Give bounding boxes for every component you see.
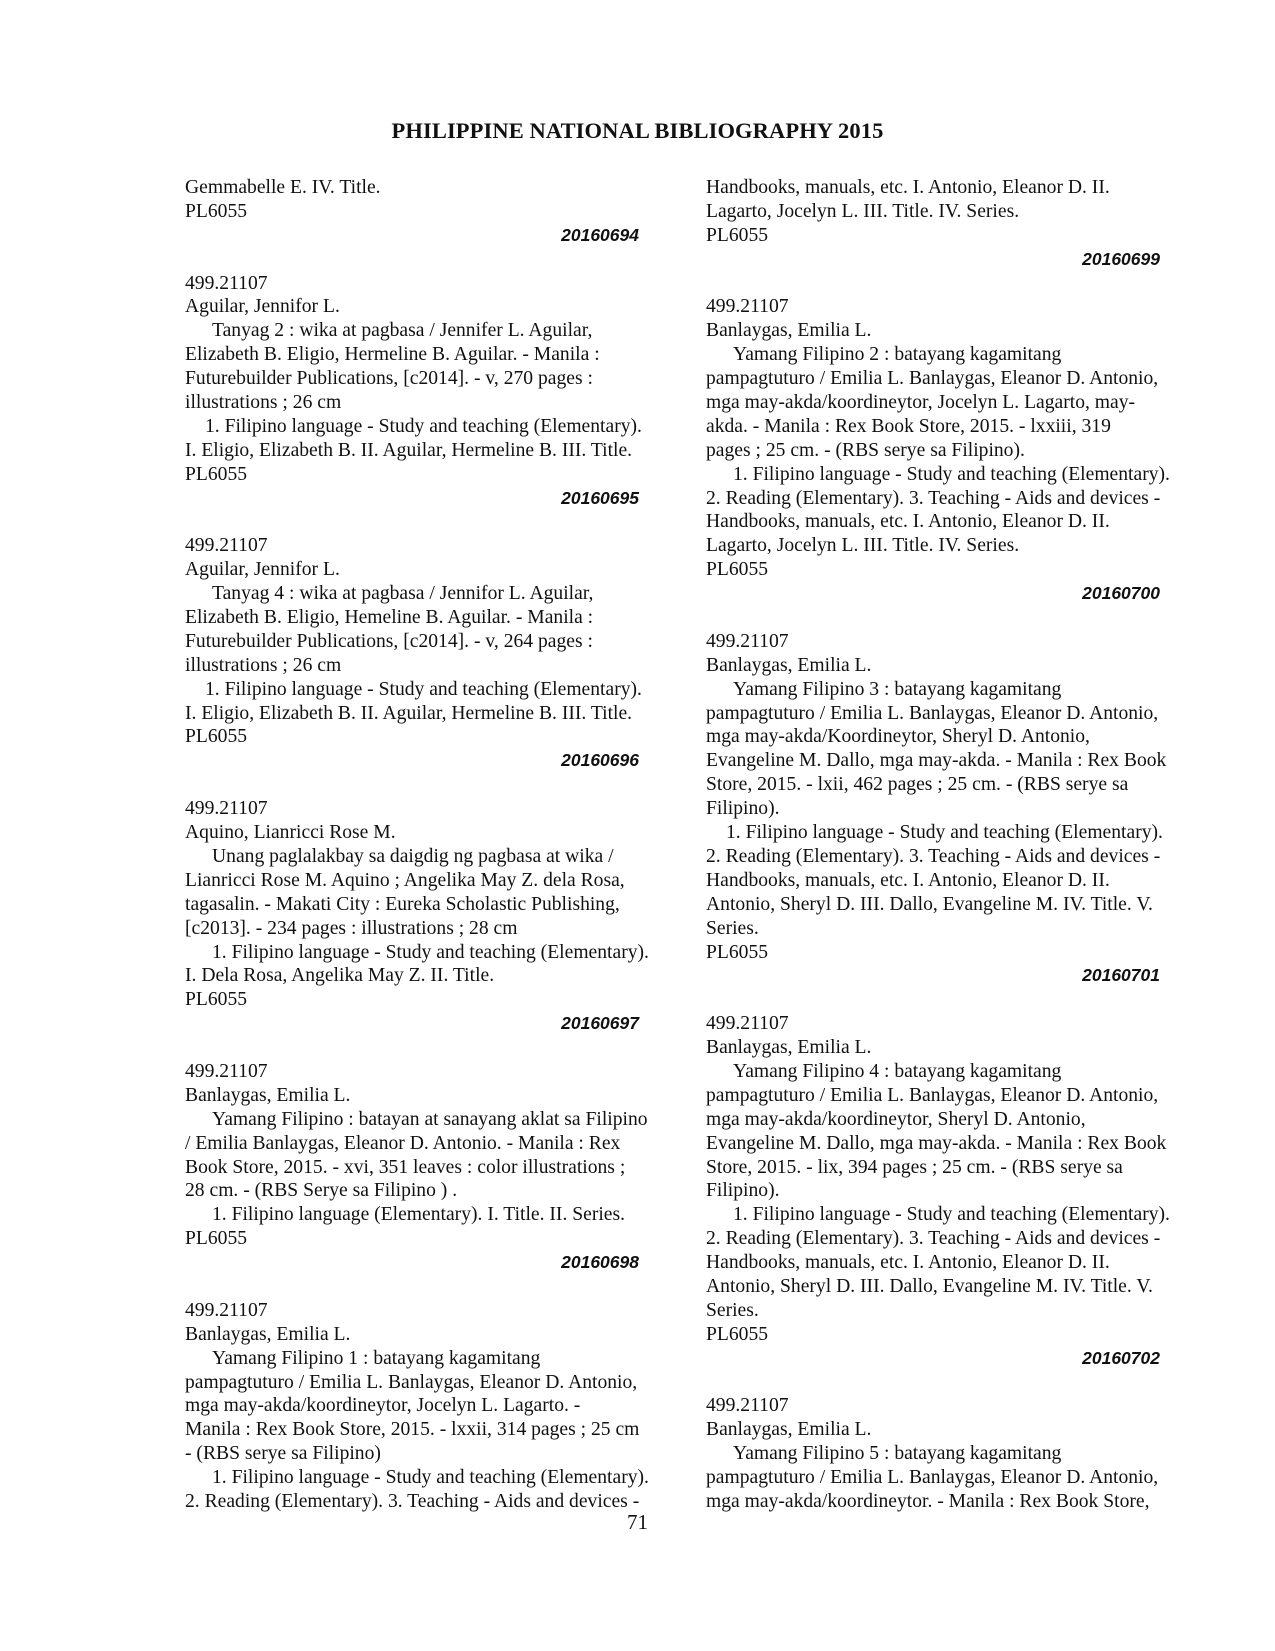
entry-separator: [706, 1371, 1202, 1395]
entry-line: 499.21107: [185, 1299, 268, 1321]
entry-line: 1. Filipino language - Study and teaching (Elementary).: [205, 678, 642, 700]
entry-line: Banlaygas, Emilia L.: [706, 320, 872, 342]
entry-line: Lianricci Rose M. Aquino ; Angelika May Z. dela Rosa,: [185, 869, 625, 891]
entry-line: Lagarto, Jocelyn L. III. Title. IV. Series.: [706, 535, 1020, 557]
entry-line: Antonio, Sheryl D. III. Dallo, Evangeline M. IV. Title. V.: [706, 1275, 1153, 1297]
entry-line: mga may-akda/koordineytor, Jocelyn L. Lagarto, may-: [706, 392, 1136, 414]
entry-line: I. Dela Rosa, Angelika May Z. II. Title.: [185, 965, 495, 987]
entry-line: Futurebuilder Publications, [c2014]. - v, 264 pages :: [185, 630, 593, 652]
entry-line: pages ; 25 cm. - (RBS serye sa Filipino).: [706, 439, 1025, 461]
entry-line: 1. Filipino language (Elementary). I. Title. II. Series.: [212, 1204, 626, 1226]
entry-line: illustrations ; 26 cm: [185, 392, 342, 414]
record-number: 20160699: [1082, 248, 1160, 269]
entry-separator: [185, 510, 681, 534]
entry-line: Evangeline M. Dallo, mga may-akda. - Manila : Rex Book: [706, 750, 1167, 772]
entry-line: 1. Filipino language - Study and teaching (Elementary).: [733, 1204, 1170, 1226]
entry-line: 499.21107: [706, 630, 789, 652]
entry-separator: [185, 773, 681, 797]
entry-line: Banlaygas, Emilia L.: [185, 1084, 351, 1106]
entry-line: tagasalin. - Makati City : Eureka Scholastic Publishing,: [185, 893, 620, 915]
entry-line: PL6055: [706, 1323, 769, 1345]
entry-line: Filipino).: [706, 798, 780, 820]
entry-line: Unang paglalakbay sa daigdig ng pagbasa at wika /: [212, 845, 614, 867]
entry-line: 1. Filipino language - Study and teaching (Elementary).: [212, 1467, 649, 1489]
entry-line: pampagtuturo / Emilia L. Banlaygas, Eleanor D. Antonio,: [706, 702, 1159, 724]
entry-line: Yamang Filipino 2 : batayang kagamitang: [733, 344, 1062, 366]
entry-line: 499.21107: [706, 1395, 789, 1417]
right-column: [706, 176, 1202, 1514]
entry-line: Elizabeth B. Eligio, Hemeline B. Aguilar. - Manila :: [185, 607, 594, 629]
entry-line: mga may-akda/koordineytor, Sheryl D. Antonio,: [706, 1108, 1086, 1130]
entry-line: Yamang Filipino 4 : batayang kagamitang: [733, 1060, 1062, 1082]
entry-line: Aquino, Lianricci Rose M.: [185, 822, 396, 844]
entry-line: pampagtuturo / Emilia L. Banlaygas, Eleanor D. Antonio,: [706, 1084, 1159, 1106]
entry-line: 2. Reading (Elementary). 3. Teaching - Aids and devices -: [706, 845, 1161, 867]
entry-line: Banlaygas, Emilia L.: [706, 1037, 872, 1059]
record-number: 20160701: [1082, 965, 1160, 986]
left-column: [185, 176, 681, 1514]
entry-line: illustrations ; 26 cm: [185, 654, 342, 676]
entry-line: PL6055: [706, 941, 769, 963]
entry-line: 499.21107: [185, 798, 268, 820]
entry-line: PL6055: [185, 463, 248, 485]
entry-line: Series.: [706, 1299, 759, 1321]
entry-line: mga may-akda/koordineytor. - Manila : Rex Book Store,: [706, 1490, 1150, 1512]
entry-line: Tanyag 4 : wika at pagbasa / Jennifor L. Aguilar,: [212, 583, 594, 605]
record-number: 20160702: [1082, 1347, 1160, 1368]
entry-line: PL6055: [185, 989, 248, 1011]
entry-line: 1. Filipino language - Study and teaching (Elementary).: [726, 822, 1163, 844]
record-number: 20160695: [561, 487, 639, 508]
entry-separator: [706, 272, 1202, 296]
entry-line: - (RBS serye sa Filipino): [185, 1443, 381, 1465]
entry-line: Futurebuilder Publications, [c2014]. - v, 270 pages :: [185, 368, 593, 390]
entry-line: Aguilar, Jennifor L.: [185, 559, 340, 581]
entry-line: mga may-akda/Koordineytor, Sheryl D. Antonio,: [706, 726, 1090, 748]
entry-line: PL6055: [706, 224, 769, 246]
entry-line: / Emilia Banlaygas, Eleanor D. Antonio. - Manila : Rex: [185, 1132, 621, 1154]
record-number: 20160700: [1082, 583, 1160, 604]
entry-separator: [706, 606, 1202, 630]
entry-line: Gemmabelle E. IV. Title.: [185, 177, 381, 198]
entry-separator: [706, 988, 1202, 1012]
record-number: 20160696: [561, 750, 639, 771]
entry-line: Yamang Filipino 3 : batayang kagamitang: [733, 678, 1062, 700]
entry-line: Handbooks, manuals, etc. I. Antonio, Eleanor D. II.: [706, 177, 1110, 198]
entry-separator: [185, 1036, 681, 1060]
entry-line: Tanyag 2 : wika at pagbasa / Jennifer L. Aguilar,: [212, 320, 593, 342]
entry-line: 499.21107: [185, 1060, 268, 1082]
entry-line: pampagtuturo / Emilia L. Banlaygas, Eleanor D. Antonio,: [706, 1467, 1159, 1489]
record-number: 20160694: [561, 224, 639, 245]
entry-line: 2. Reading (Elementary). 3. Teaching - Aids and devices -: [706, 487, 1161, 509]
entry-line: 1. Filipino language - Study and teaching (Elementary).: [733, 463, 1170, 485]
entry-line: Store, 2015. - lxii, 462 pages ; 25 cm. - (RBS serye sa: [706, 774, 1129, 796]
entry-line: mga may-akda/koordineytor, Jocelyn L. Lagarto. -: [185, 1395, 581, 1417]
record-number: 20160697: [561, 1013, 639, 1034]
entry-line: Filipino).: [706, 1180, 780, 1202]
entry-line: [c2013]. - 234 pages : illustrations ; 28 cm: [185, 917, 518, 939]
entry-line: Yamang Filipino 5 : batayang kagamitang: [733, 1443, 1062, 1465]
entry-line: Evangeline M. Dallo, mga may-akda. - Manila : Rex Book: [706, 1132, 1167, 1154]
entry-line: 499.21107: [185, 535, 268, 557]
entry-line: 2. Reading (Elementary). 3. Teaching - Aids and devices -: [185, 1490, 640, 1512]
entry-line: PL6055: [185, 1228, 248, 1250]
page-number: 71: [627, 1510, 648, 1534]
entry-line: Manila : Rex Book Store, 2015. - lxxii, 314 pages ; 25 cm: [185, 1419, 640, 1441]
entry-line: PL6055: [706, 559, 769, 581]
entry-line: Handbooks, manuals, etc. I. Antonio, Eleanor D. II.: [706, 869, 1110, 891]
entry-line: 1. Filipino language - Study and teaching (Elementary).: [205, 415, 642, 437]
entry-line: I. Eligio, Elizabeth B. II. Aguilar, Hermeline B. III. Title.: [185, 702, 633, 724]
entry-line: Banlaygas, Emilia L.: [706, 1419, 872, 1441]
entry-line: Antonio, Sheryl D. III. Dallo, Evangeline M. IV. Title. V.: [706, 893, 1153, 915]
entry-line: Lagarto, Jocelyn L. III. Title. IV. Series.: [706, 200, 1020, 222]
entry-line: 499.21107: [185, 272, 268, 294]
entry-line: Series.: [706, 917, 759, 939]
entry-line: akda. - Manila : Rex Book Store, 2015. - lxxiii, 319: [706, 415, 1111, 437]
entry-line: 499.21107: [706, 296, 789, 318]
entry-line: 1. Filipino language - Study and teaching (Elementary).: [212, 941, 649, 963]
entry-line: pampagtuturo / Emilia L. Banlaygas, Eleanor D. Antonio,: [706, 368, 1159, 390]
entry-line: Store, 2015. - lix, 394 pages ; 25 cm. - (RBS serye sa: [706, 1156, 1123, 1178]
entry-line: Banlaygas, Emilia L.: [706, 654, 872, 676]
entry-line: 2. Reading (Elementary). 3. Teaching - Aids and devices -: [706, 1228, 1161, 1250]
entry-line: I. Eligio, Elizabeth B. II. Aguilar, Hermeline B. III. Title.: [185, 439, 633, 461]
entry-separator: [185, 1275, 681, 1299]
entry-line: Yamang Filipino 1 : batayang kagamitang: [212, 1347, 541, 1369]
entry-line: Elizabeth B. Eligio, Hermeline B. Aguilar. - Manila :: [185, 344, 600, 366]
entry-line: pampagtuturo / Emilia L. Banlaygas, Eleanor D. Antonio,: [185, 1371, 638, 1393]
entry-line: 499.21107: [706, 1013, 789, 1035]
entry-line: PL6055: [185, 726, 248, 748]
record-number: 20160698: [561, 1252, 639, 1273]
entry-line: 28 cm. - (RBS Serye sa Filipino ) .: [185, 1180, 458, 1202]
entry-separator: [185, 248, 681, 272]
entry-line: Book Store, 2015. - xvi, 351 leaves : color illustrations ;: [185, 1156, 626, 1178]
entry-line: Aguilar, Jennifor L.: [185, 296, 340, 318]
page-title: PHILIPPINE NATIONAL BIBLIOGRAPHY 2015: [391, 118, 884, 143]
entry-line: Handbooks, manuals, etc. I. Antonio, Eleanor D. II.: [706, 1252, 1110, 1274]
entry-line: Banlaygas, Emilia L.: [185, 1323, 351, 1345]
entry-line: Yamang Filipino : batayan at sanayang aklat sa Filipino: [212, 1108, 648, 1130]
entry-line: Handbooks, manuals, etc. I. Antonio, Eleanor D. II.: [706, 511, 1110, 533]
entry-line: PL6055: [185, 200, 248, 222]
